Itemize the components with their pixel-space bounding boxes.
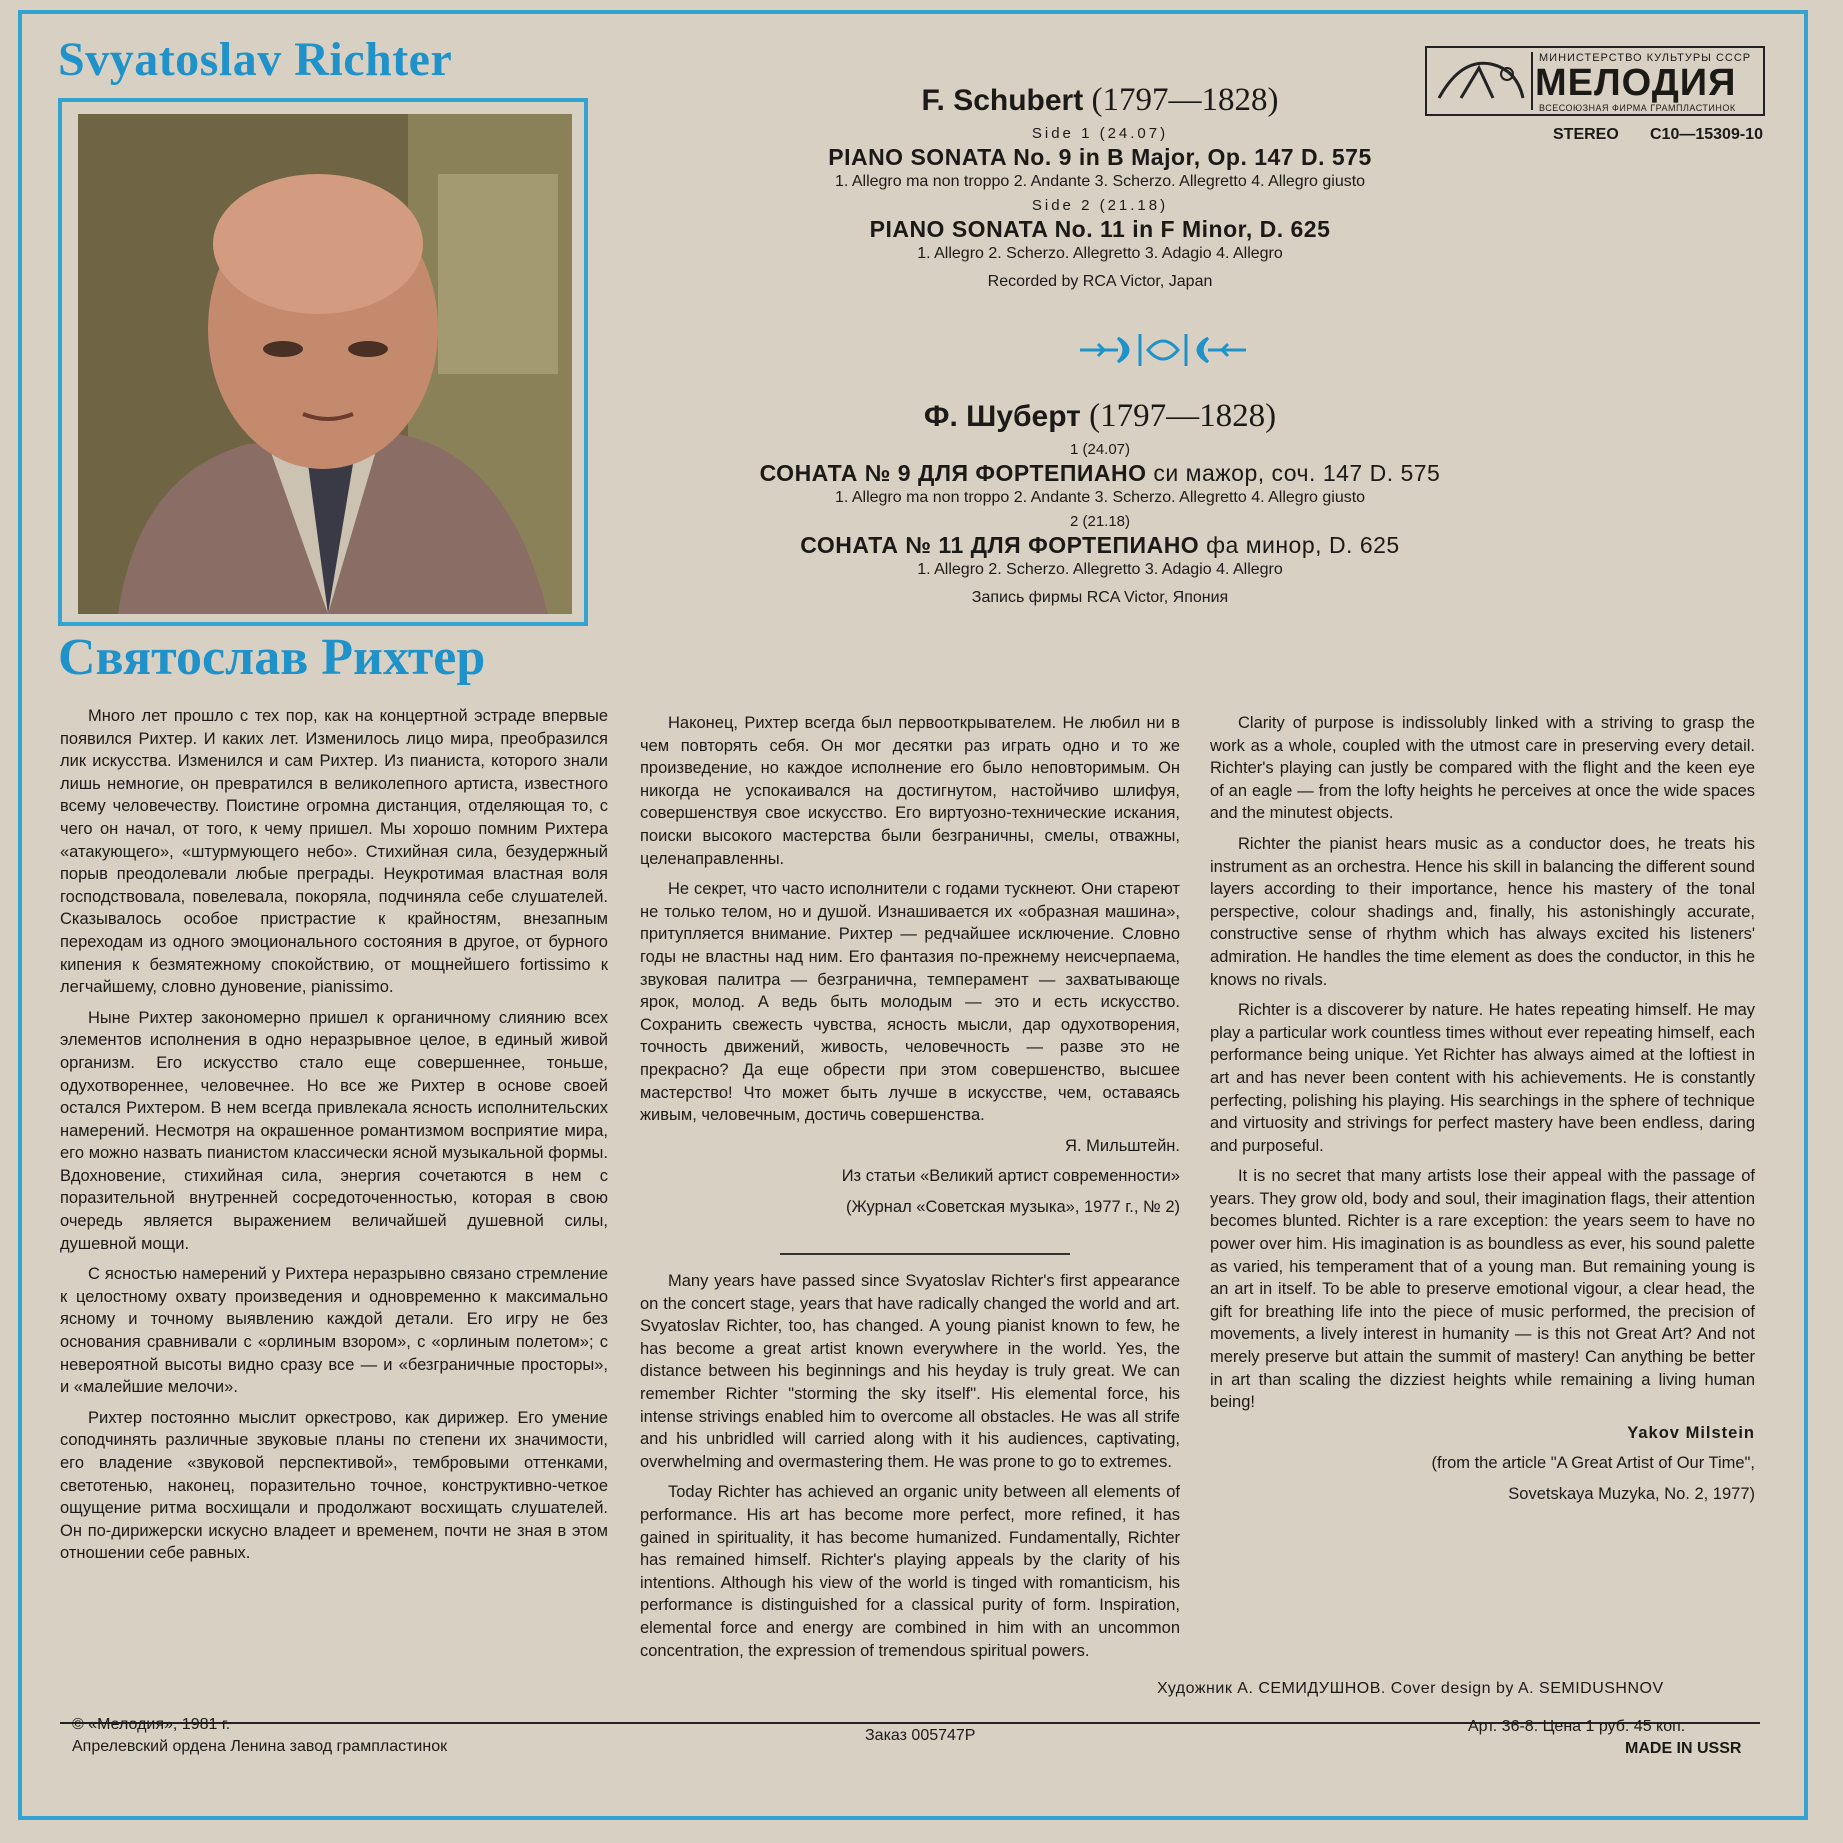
notes-ru-p5: Наконец, Рихтер всегда был первооткрывателем. Не любил ни в чем повторять себя. Он мог десятки раз играть одно и то же произведение, но каждое исполнение его было неповторимым. Он никогда не успокаивался на достигнутом, настойчиво шлифуя, совершенствуя свое искусство. Его виртуозно-технические искания, поиски высокого мастерства были безграничны, смелы, отважны, целенаправленны. <box>640 714 1180 868</box>
composer-ru <box>720 398 1480 435</box>
plant-name: Апрелевский ордена Ленина завод грампластинок <box>72 1738 448 1755</box>
notes-en-source1: (from the article "A Great Artist of Our Time", <box>1431 1454 1755 1473</box>
composer-en <box>720 82 1480 119</box>
notes-en-p1: Many years have passed since Svyatoslav Richter's first appearance on the concert stage, years that have radically changed the world and art. Svyatoslav Richter, too, has changed. A young pianist known to few, he has become a great artist known everywhere in the world. Yes, the distance between his beginnings and his heyday is truly great. We can remember Richter "storming the sky itself". His elemental force, his intense strivings enabled him to overcome all obstacles. He was all strife and his unbridled will carried along with it his audiences, captivating, overwhelming and overmastering them. He was prone to go to extremes. <box>640 1272 1180 1471</box>
composer-dates-en: (1797—1828) <box>1091 82 1279 118</box>
side1-en: Side 1 (24.07) <box>1031 125 1169 142</box>
work1-ru <box>720 460 1480 487</box>
composer-dates-ru: (1797—1828) <box>1089 398 1277 434</box>
work1-ru-key: си мажор, <box>1146 460 1272 486</box>
notes-ru-source1: Из статьи «Великий артист современности» <box>841 1167 1180 1186</box>
work1-ru-end: соч. 147 D. 575 <box>1271 460 1441 486</box>
work2-movements-ru: 1. Allegro 2. Scherzo. Allegretto 3. Adagio 4. Allegro <box>917 561 1283 578</box>
notes-en-source2: Sovetskaya Muzyka, No. 2, 1977) <box>1508 1485 1755 1503</box>
order-number: Заказ 005747Р <box>865 1727 976 1744</box>
notes-en-p5: Richter is a discoverer by nature. He hates repeating himself. He may play a particular work countless times without ever repeating himself, each performance being unique. Yet Richter has always aimed at the loftiest in art and has never been content with his achievements. He is constantly perfecting, polishing his playing. His searchings in the sphere of technique and virtuosity and strivings for perfect mastery have been endless, daring and purposeful. <box>1210 1001 1755 1155</box>
work1-en: PIANO SONATA No. 9 in B Major, Op. 147 D. 575 <box>828 144 1372 170</box>
stereo-label: STEREO <box>1553 126 1619 143</box>
artist-name-ru: Святослав Рихтер <box>58 629 486 686</box>
work1-movements-en: 1. Allegro ma non troppo 2. Andante 3. Scherzo. Allegretto 4. Allegro giusto <box>834 173 1366 190</box>
notes-en-p4: Richter the pianist hears music as a conductor does, he treats his instrument as an orchestra. Hence his skill in balancing the different sound layers according to their importance, hence his mastery of the tonal perspective, colour shadings and, finally, his astonishingly accurate, constructive sense of rhythm which has always excited his listeners' admiration. He handles the time element as does the conductor, in this he knows no rivals. <box>1210 834 1755 989</box>
recorded-ru: Запись фирмы RCA Victor, Япония <box>971 589 1229 606</box>
notes-en-p2: Today Richter has achieved an organic unity between all elements of performance. His art has become more perfect, more refined, it has gained in spirituality, it has become humanized. Fundamentally, Richter has remained himself. Richter's playing appeals by the clarity of his intentions. Although his view of the world is tinged with romanticism, his performance is distinguished for a classical purity of form. Inspiration, elemental force and energy are combined in him with an uncommon concentration, the expression of tremendous spiritual powers. <box>640 1483 1180 1660</box>
cover-designer: Художник А. СЕМИДУШНОВ. Cover design by A. SEMIDUSHNOV <box>1157 1680 1664 1697</box>
work2-ru-key: фа минор, <box>1199 532 1329 558</box>
copyright: © «Мелодия», 1981 г. <box>72 1716 231 1733</box>
side1-ru: 1 (24.07) <box>1069 441 1131 458</box>
work1-ru-main: СОНАТА № 9 ДЛЯ ФОРТЕПИАНО <box>759 460 1147 486</box>
composer-name-ru: Ф. Шуберт <box>923 400 1081 433</box>
notes-ru-column <box>60 705 608 1573</box>
side2-ru: 2 (21.18) <box>1069 513 1131 530</box>
work2-ru-main: СОНАТА № 11 ДЛЯ ФОРТЕПИАНО <box>800 532 1200 558</box>
notes-ru-column-2 <box>640 712 1180 1226</box>
made-in: MADE IN USSR <box>1625 1740 1742 1757</box>
side2-en: Side 2 (21.18) <box>1031 197 1169 214</box>
program-en <box>720 82 1480 301</box>
photo-frame <box>58 98 588 626</box>
notes-en-p6: It is no secret that many artists lose their appeal with the passage of years. They grow old, body and soul, their imagination flags, their attention becomes blunted. Richter is a rare exception: the years seem to have no power over him. His imagination is as boundless as ever, his sound palette as varied, his temperament that of a young man. But remaining young is an art in itself. To be able to preserve emotional vigour, a clear head, the gift for breathing life into the piece of music performed, the precision of movements, a lively interest in humanity — is this not Great Art? And not merely preserve but attain the summit of mastery! Can anything be better in art than scaling the dizziest heights while remaining a living human being! <box>1210 1167 1755 1412</box>
work2-en: PIANO SONATA No. 11 in F Minor, D. 625 <box>869 216 1331 242</box>
notes-ru-author: Я. Мильштейн. <box>1065 1136 1180 1155</box>
notes-ru-p1: Много лет прошло с тех пор, как на концертной эстраде впервые появился Рихтер. И каких лет. Изменилось лицо мира, преобразился лик искусства. Изменился и сам Рихтер. Из пианиста, которого знали лишь немногие, он превратился в великолепного артиста, известного всему человечеству. Поистине огромна дистанция, отделяющая то, с чего он начал, от того, к чему пришел. Мы хорошо помним Рихтера «атакующего», «штурмующего небо». Стихийная сила, безудержный порыв преодолевали любые преграды. Неукротимая властная воля господствовала, повелевала, покоряла, подчиняла себе слушателей. Сказывалось особое пристрастие к крайностям, внезапным переходам из одного эмоционального состояния в другое, от бурного кипения к безмятежному спокойствию, от мощнейшего fortissimo к легчайшему, словно дуновение, pianissimo. <box>60 707 608 997</box>
work2-movements-en: 1. Allegro 2. Scherzo. Allegretto 3. Adagio 4. Allegro <box>917 245 1283 262</box>
logo-ministry: МИНИСТЕРСТВО КУЛЬТУРЫ СССР <box>1539 52 1752 64</box>
ornament-icon <box>1078 330 1248 370</box>
notes-ru-p6: Не секрет, что часто исполнители с годами тускнеют. Они стареют не только телом, но и душой. Изнашивается их «образная машина», притупляется внимание. Рихтер — редчайшее исключение. Словно годы не властны над ним. Его фантазия по-прежнему неисчерпаема, звуковая палитра — безгранична, темперамент — захватывающе ярок, молод. А ведь быть молодым — это и есть искусство. Сохранить свежесть чувства, ясность мысли, дар одухотворения, точность движений, живость, человечность — разве это не прекрасно? Да еще обрести при этом совершенство, высшее мастерство! Что может быть лучше в искусстве, чем, оставаясь живым, человечным, достичь совершенства. <box>640 880 1180 1125</box>
artist-name-en: Svyatoslav Richter <box>58 33 453 86</box>
notes-ru-p3: С ясностью намерений у Рихтера неразрывно связано стремление к целостному охвату произведения и одновременно к максимально ясному и точному выявлению каждой детали. Его игру не без основания сравнивали с «орлиным взором», с «орлиным полетом»; с невероятной высоты видно сразу все — и «безграничные просторы», и «малейшие мелочи». <box>60 1265 608 1397</box>
notes-en-column-2 <box>1210 712 1755 1514</box>
work2-ru-end: D. 625 <box>1328 532 1400 558</box>
logo-brand: МЕЛОДИЯ <box>1535 62 1737 104</box>
catalog-number: C10—15309-10 <box>1650 126 1763 143</box>
composer-name-en: F. Schubert <box>921 84 1084 117</box>
work1-movements-ru: 1. Allegro ma non troppo 2. Andante 3. Scherzo. Allegretto 4. Allegro giusto <box>834 489 1366 506</box>
notes-en-column-1 <box>640 1270 1180 1670</box>
logo-firm: ВСЕСОЮЗНАЯ ФИРМА ГРАМПЛАСТИНОК <box>1539 103 1736 113</box>
divider <box>780 1253 1070 1255</box>
work2-ru <box>720 532 1480 559</box>
notes-ru-source2: (Журнал «Советская музыка», 1977 г., № 2) <box>846 1197 1180 1216</box>
notes-ru-p4: Рихтер постоянно мыслит оркестрово, как дирижер. Его умение соподчинять различные звуковые планы по степени их значимости, его владение «звуковой перспективой», тембровыми оттенками, светотенью, наконец, поразительно точное, конструктивно-четкое ощущение ритма восхищали и продолжают восхищать слушателей. Он по-дирижерски искусно владеет и временем, почти не зная в этом отношении себе равных. <box>60 1408 608 1563</box>
price: Арт. 36-8. Цена 1 руб. 45 коп. <box>1468 1718 1686 1735</box>
artist-portrait <box>78 114 572 614</box>
recorded-en: Recorded by RCA Victor, Japan <box>987 273 1213 290</box>
program-ru <box>720 398 1480 617</box>
notes-ru-p2: Ныне Рихтер закономерно пришел к органичному слиянию всех элементов исполнения в одно неразрывное целое, в единый живой организм. Его искусство стало еще совершеннее, тоньше, одухотвореннее, человечнее. Но все же Рихтер в основе своей остался Рихтером. В нем всегда привлекала ясность исполнительских намерений. Несмотря на окрашенное романтизмом восприятие мира, его можно назвать пианистом классически ясной музыкальной формы. Вдохновение, стихийная сила, энергия сочетаются в нем с поразительной внутренней сосредоточенностью, которая в свою очередь является выражением величайшей душевной силы, душевной мощи. <box>60 1008 608 1253</box>
notes-en-p3: Clarity of purpose is indissolubly linked with a striving to grasp the work as a whole, coupled with the utmost care in preserving every detail. Richter's playing can justly be compared with the flight and the keen eye of an eagle — from the lofty heights he perceives at once the wide spaces and the minutest objects. <box>1210 714 1755 823</box>
notes-en-author: Yakov Milstein <box>1627 1423 1755 1442</box>
